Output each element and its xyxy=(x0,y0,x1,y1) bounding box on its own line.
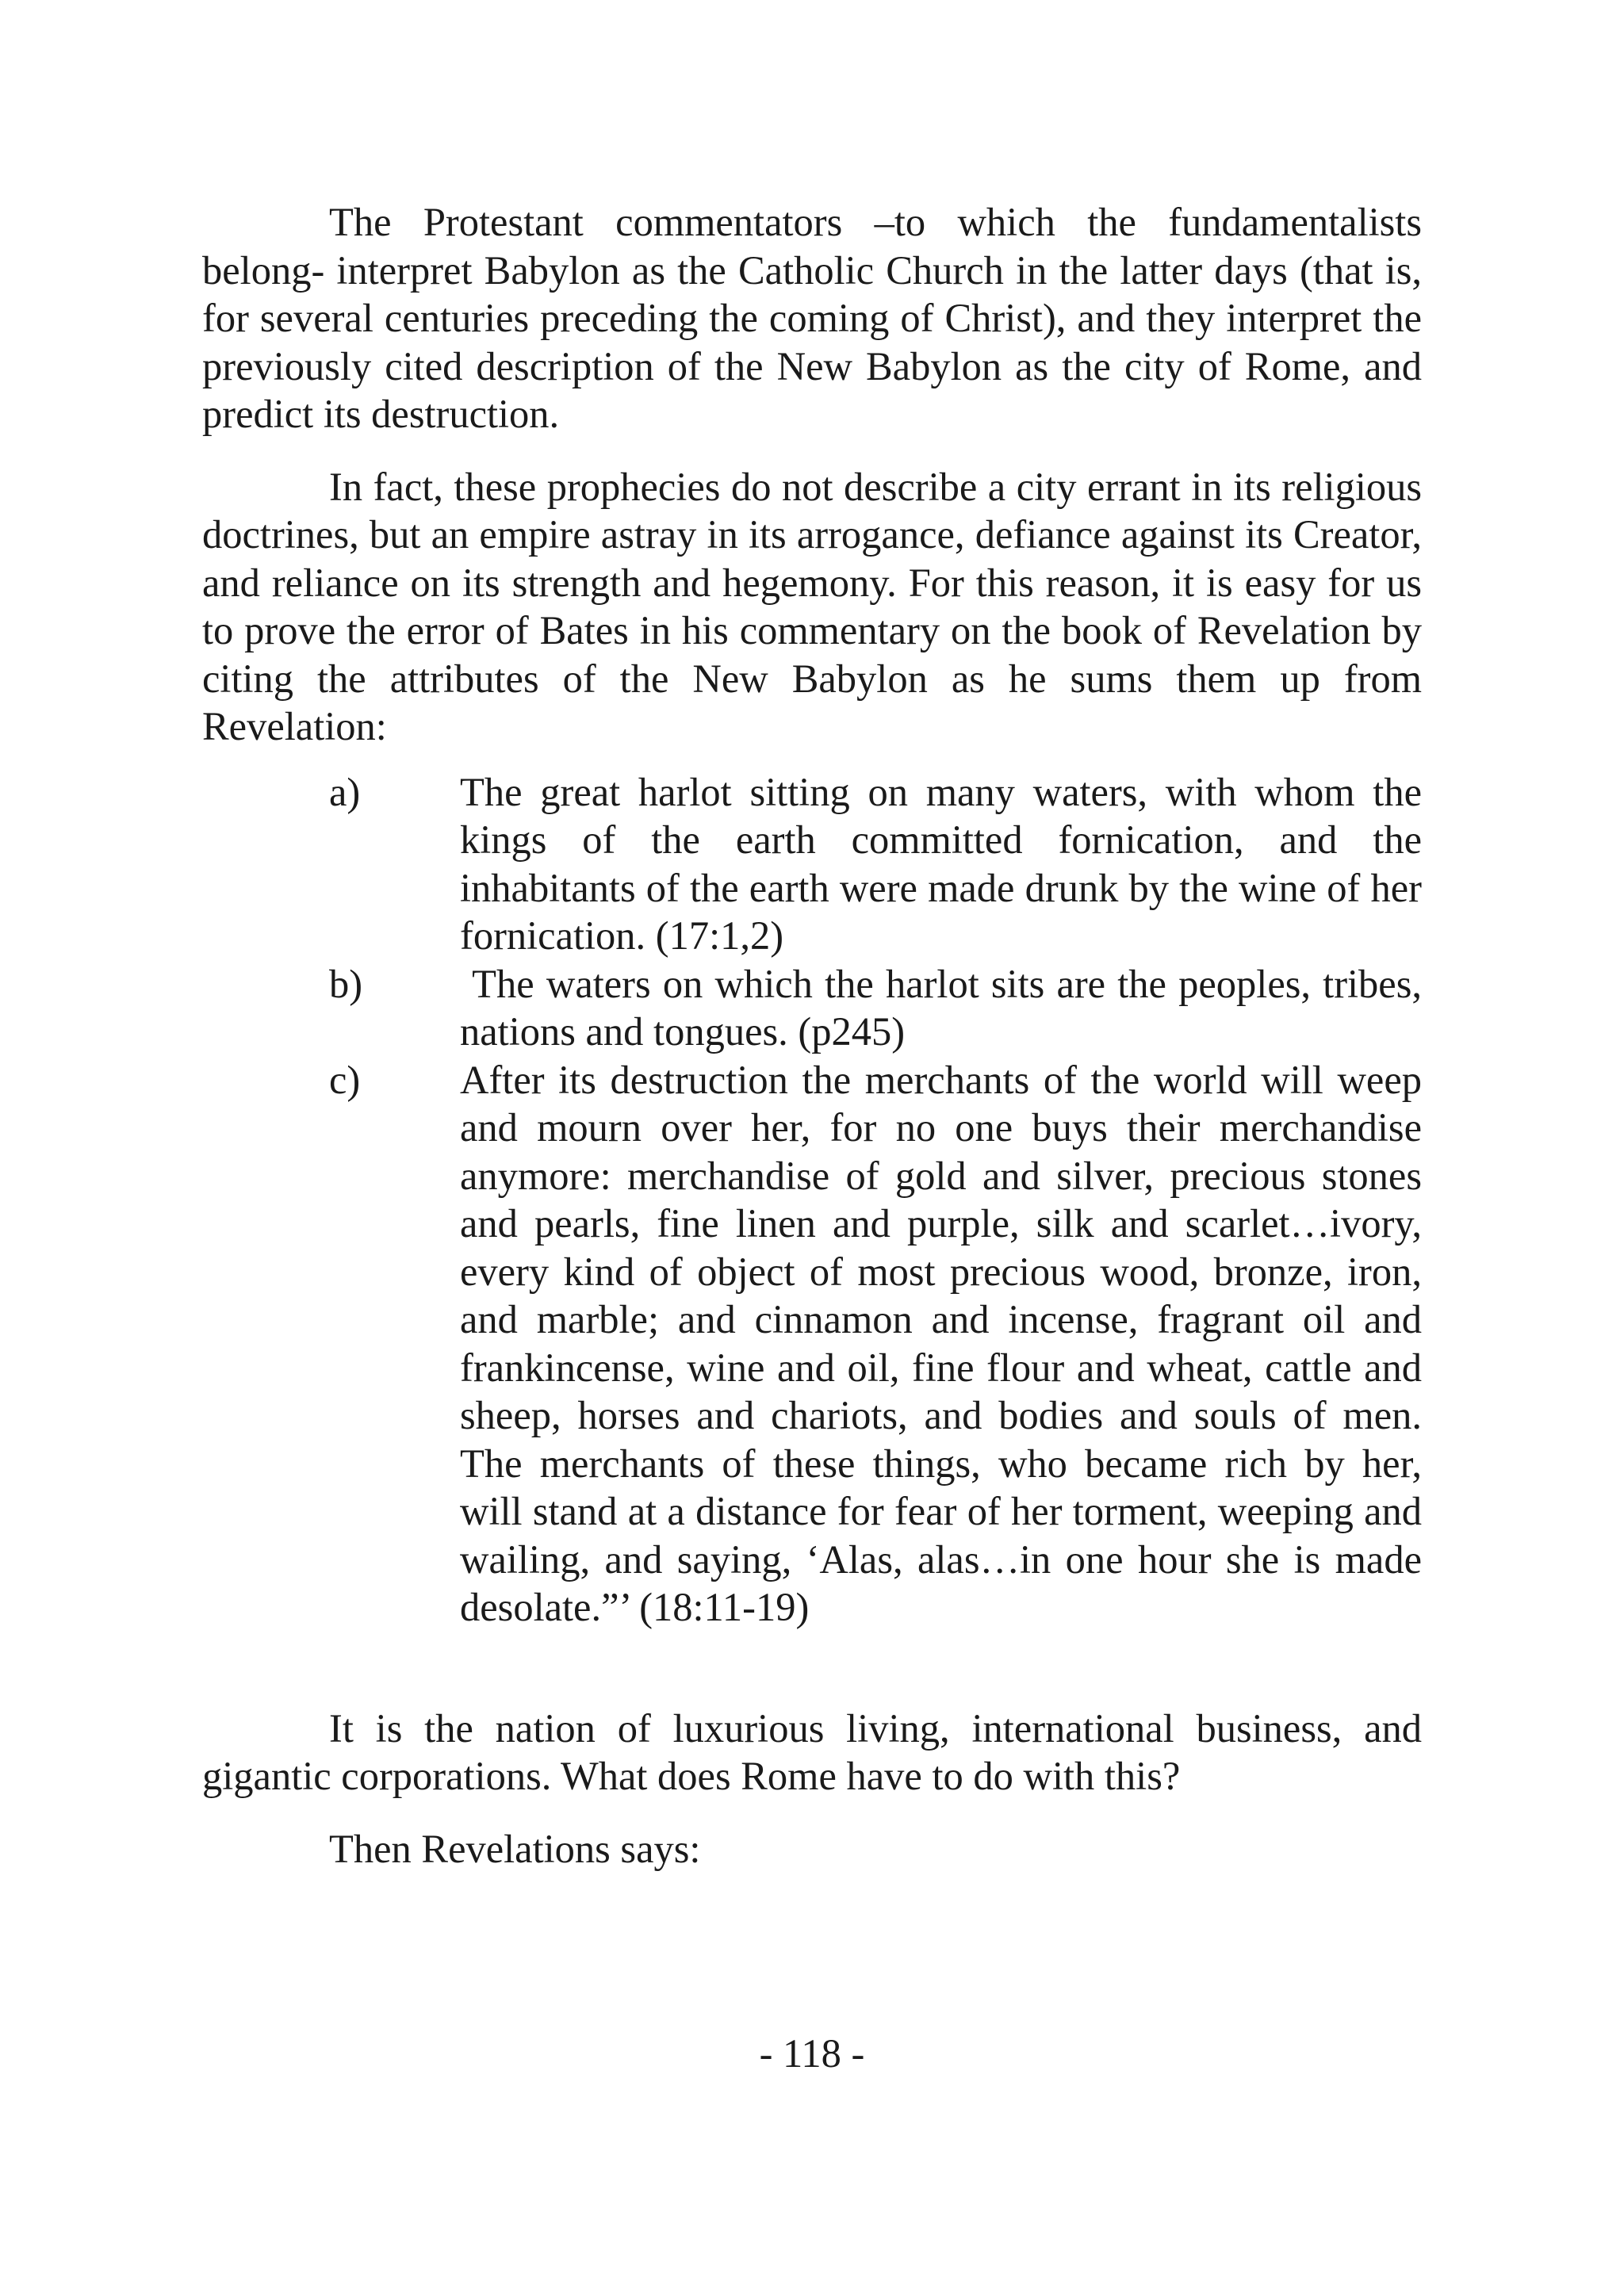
paragraph-prophecies: In fact, these prophecies do not describe a city errant in its religious doctrines, but an empire astray in its arrogance, defiance against its Creator, and reliance on its strength and hegemony. For this reason, it is easy for us to prove the error of Bates in his commentary on the book of Revelation by citing the attributes of the New Babylon as he sums them up from Revelation: xyxy=(202,464,1422,748)
list-item-text: The waters on which the harlot sits are the peoples, tribes, nations and tongues. (p245) xyxy=(460,961,1432,1054)
page-body xyxy=(202,198,1432,1873)
list-item xyxy=(202,960,1432,1056)
list-marker: c) xyxy=(329,1057,361,1102)
page-number: - 118 - xyxy=(759,2031,865,2076)
attributes-list xyxy=(202,768,1432,1632)
paragraph-revelations-says: Then Revelations says: xyxy=(329,1826,701,1871)
paragraph-protestant-commentators: The Protestant commentators –to which the fundamentalists belong- interpret Babylon as the Catholic Church in the latter days (that is, for several centuries preceding the coming of Christ), and they interpret the previously cited description of the New Babylon as the city of Rome, and predict its destruction. xyxy=(202,200,1422,436)
list-item-text: After its destruction the merchants of the world will weep and mourn over her, for no one buys their merchandise anymore: merchandise of gold and silver, precious stones and pearls, fine linen and purple, silk and scarlet…ivory, every kind of object of most precious wood, bronze, iron, and marble; and cinnamon and incense, fragrant oil and frankincense, wine and oil, fine flour and wheat, cattle and sheep, horses and chariots, and bodies and souls of men. The merchants of these things, who became rich by her, will stand at a distance for fear of her torment, weeping and wailing, and saying, ‘Alas, alas…in one hour she is made desolate.”’ (18:11-19) xyxy=(460,1057,1422,1629)
paragraph-nation-of-luxury: It is the nation of luxurious living, international business, and gigantic corporations. What does Rome have to do with this? xyxy=(202,1705,1422,1798)
list-item xyxy=(202,768,1422,960)
list-item xyxy=(202,1056,1422,1632)
list-marker: a) xyxy=(329,769,361,814)
list-item-text: The great harlot sitting on many waters, with whom the kings of the earth committed fornication, and the inhabitants of the earth were made drunk by the wine of her fornication. (17:1,2) xyxy=(460,769,1422,958)
list-marker: b) xyxy=(329,961,363,1006)
